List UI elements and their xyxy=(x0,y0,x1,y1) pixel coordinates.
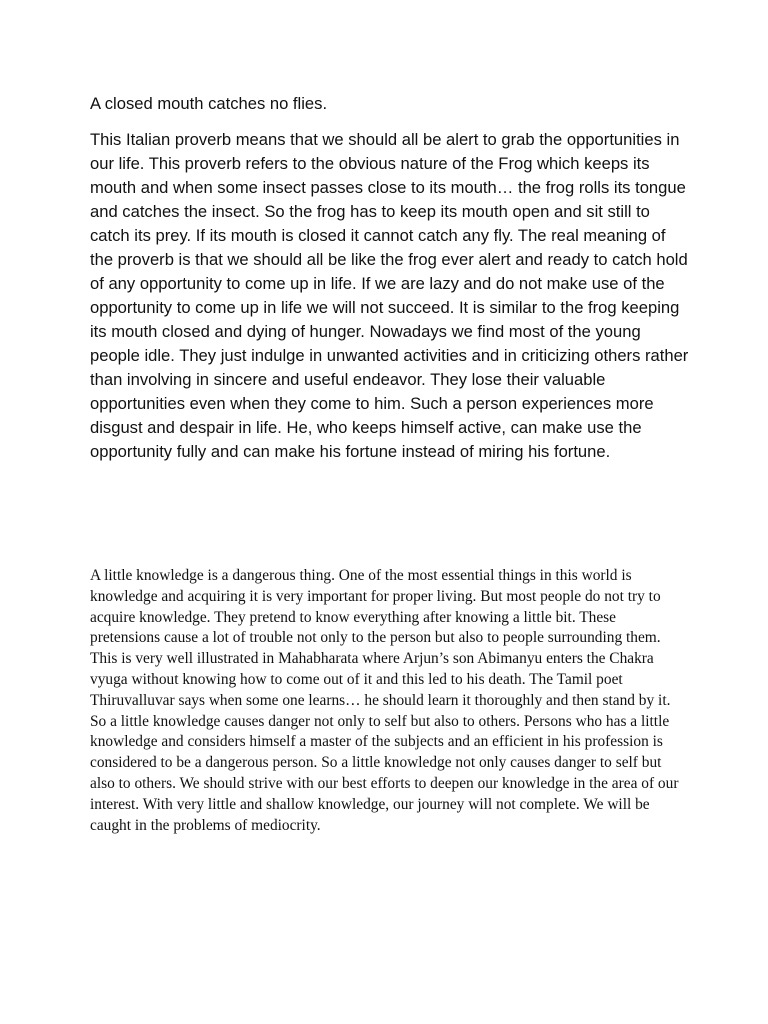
essay-body-paragraph: This Italian proverb means that we should all be alert to grab the opportunities in our life. This proverb refers to the obvious nature of the Frog which keeps its mouth and when some insect passes close to its mouth… the frog rolls its tongue and catches the insect. So the frog has to keep its mouth open and sit still to catch its prey. If its mouth is closed it cannot catch any fly. The real meaning of the proverb is that we should all be like the frog ever alert and ready to catch hold of any opportunity to come up in life. If we are lazy and do not make use of the opportunity to come up in life we will not succeed. It is similar to the frog keeping its mouth closed and dying of hunger. Nowadays we find most of the young people idle. They just indulge in unwanted activities and in criticizing others rather than involving in sincere and useful endeavor. They lose their valuable opportunities even when they come to him. Such a person experiences more disgust and despair in life. He, who keeps himself active, can make use the opportunity fully and can make his fortune instead of miring his fortune. xyxy=(90,130,689,461)
essay-title: A closed mouth catches no flies. xyxy=(90,94,328,113)
essay-little-knowledge xyxy=(90,566,680,836)
essay-body-paragraph: A little knowledge is a dangerous thing. One of the most essential things in this world is knowledge and acquiring it is very important for proper living. But most people do not try to acquire knowledge. They pretend to know everything after knowing a little bit. These pretensions cause a lot of trouble not only to the person but also to people surrounding them. This is very well illustrated in Mahabharata where Arjun’s son Abimanyu enters the Chakra vyuga without knowing how to come out of it and this led to his death. The Tamil poet Thiruvalluvar says when some one learns… he should learn it thoroughly and then stand by it. So a little knowledge causes danger not only to self but also to others. Persons who has a little knowledge and considers himself a master of the subjects and an efficient in his profession is considered to be a dangerous person. So a little knowledge not only causes danger to self but also to others. We should strive with our best efforts to deepen our knowledge in the area of our interest. With very little and shallow knowledge, our journey will not complete. We will be caught in the problems of mediocrity. xyxy=(90,567,679,834)
essay-closed-mouth xyxy=(90,92,690,464)
